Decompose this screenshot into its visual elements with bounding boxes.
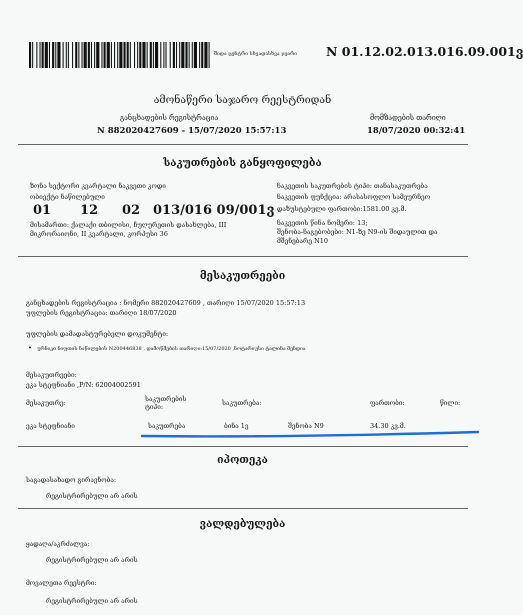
code-quarter: 02 bbox=[122, 203, 141, 218]
barcode-bar bbox=[142, 42, 145, 68]
code-parcel: 013/016 09/001ვ bbox=[153, 203, 275, 218]
barcode-bar bbox=[29, 42, 31, 68]
barcode-bar bbox=[176, 42, 177, 68]
barcode-bar bbox=[72, 42, 73, 68]
barcode-bar bbox=[75, 42, 77, 68]
barcode-bar bbox=[153, 42, 154, 68]
barcode-bar bbox=[114, 42, 115, 68]
barcode-bar bbox=[189, 42, 190, 68]
row-area: 34.30 კვ.მ. bbox=[370, 422, 406, 430]
table-header-property: საკუთრება: bbox=[222, 399, 262, 407]
divider bbox=[18, 508, 468, 509]
divider bbox=[18, 144, 468, 145]
owner-value: ეკა სტეფნიანი ,P/N: 62004002591 bbox=[26, 381, 141, 389]
highlight-underline bbox=[140, 428, 480, 440]
property-address: მისამართი: ქალაქი თბილისი, ჩუღურეთის დასახლება, III მიკრორაიონი, II კვარტალი, კორპუსი 36 bbox=[30, 221, 227, 238]
barcode-bar bbox=[68, 42, 69, 68]
registration-date: უფლების რეგისტრაცია: თარიღი 18/07/2020 bbox=[26, 309, 177, 317]
barcode-bar bbox=[66, 42, 67, 68]
barcode-bar bbox=[130, 42, 131, 68]
barcode-bar bbox=[134, 42, 135, 68]
barcode-bar bbox=[160, 42, 161, 68]
barcode-bar bbox=[147, 42, 148, 68]
barcode-bar bbox=[57, 42, 60, 68]
barcode-bar bbox=[45, 42, 48, 68]
debtor-value: რეგისტრირებული არ არის bbox=[46, 597, 138, 605]
barcode-bar bbox=[96, 42, 99, 68]
barcode-bar bbox=[91, 42, 92, 68]
owners-section-title: მესაკუთრეები bbox=[199, 270, 286, 282]
barcode-bar bbox=[111, 42, 112, 68]
row-building: შენობა N9 bbox=[288, 422, 324, 430]
preparation-label: მომზადების თარიღი bbox=[370, 114, 446, 122]
barcode-bar bbox=[88, 42, 90, 68]
arrest-value: რეგისტრირებული არ არის bbox=[46, 556, 138, 564]
basis-label: უფლების დამადასტურებელი დოკუმენტი: bbox=[26, 330, 169, 338]
zone-labels: ზონა სექტორი კვარტალი ნაკვეთი კოდი bbox=[30, 182, 166, 190]
barcode-bar bbox=[185, 42, 187, 68]
basis-item: ურნიკი ნიფთის ნაწილების N200446838 , დამოწმების თარიღი:15/07/2020 ,ნოტარიუსი ტალინა მენდია bbox=[37, 346, 306, 352]
barcode-bar bbox=[52, 42, 54, 68]
divider bbox=[18, 256, 468, 257]
barcode-bar bbox=[94, 42, 95, 68]
barcode-bar bbox=[201, 42, 203, 68]
barcode-bar bbox=[49, 42, 50, 68]
debtor-label: მოვალეთა რეესტრი: bbox=[26, 579, 97, 587]
barcode-bar bbox=[150, 42, 152, 68]
agency-title: ამონაწერი საჯარო რეესტრიდან bbox=[153, 94, 332, 106]
barcode-bar bbox=[124, 42, 126, 68]
barcode-bar bbox=[119, 42, 122, 68]
row-ownership-type: საკუთრება bbox=[148, 422, 186, 430]
arrest-label: ყადაღა/აკრძალვა: bbox=[26, 540, 90, 548]
table-header-share: წილი: bbox=[440, 399, 461, 407]
preparation-value: 18/07/2020 00:32:41 bbox=[367, 126, 466, 136]
application-label: განცხადების რეგისტრაცია bbox=[120, 114, 219, 122]
mortgage-label: საგადასახადო გირავნობა: bbox=[26, 476, 117, 484]
area-line: დაზუსტებული ფართობი:1581.00 კვ.მ. bbox=[277, 205, 407, 213]
registration-line: განცხადების რეგისტრაცია : ნომერი 882020427609 , თარიღი 15/07/2020 15:57:13 bbox=[26, 299, 306, 307]
barcode-bar bbox=[107, 42, 110, 68]
application-value: N 882020427609 - 15/07/2020 15:57:13 bbox=[97, 126, 287, 136]
owner-label: მესაკუთრეები: bbox=[26, 371, 77, 379]
divider bbox=[18, 446, 468, 447]
code-zone: 01 bbox=[33, 203, 52, 218]
barcode-bar bbox=[137, 42, 138, 68]
barcode-bar bbox=[32, 42, 33, 68]
code-sector: 12 bbox=[80, 203, 99, 218]
barcode-bar bbox=[166, 42, 167, 68]
land-purpose: ნაკვეთის ფუნქცია: არასასოფლო სამეურნეო bbox=[277, 193, 431, 201]
table-header-owner: მესაკუთრე: bbox=[26, 399, 66, 407]
barcode-bar bbox=[192, 42, 193, 68]
barcode-bar bbox=[84, 42, 87, 68]
barcode-bar bbox=[104, 42, 106, 68]
barcode-bar bbox=[36, 42, 37, 68]
barcode-bar bbox=[117, 42, 118, 68]
barcode-bar bbox=[82, 42, 83, 68]
parcel-number: ნაკვეთის წინა ნომერი: 13; bbox=[277, 219, 368, 227]
row-owner: ეკა სტეფნიანი bbox=[26, 422, 75, 430]
barcode-bar bbox=[78, 42, 79, 68]
barcode-bar bbox=[194, 42, 197, 68]
barcode-bar bbox=[204, 42, 207, 68]
mortgage-section-title: იპოთეკა bbox=[217, 454, 268, 466]
barcode-bar bbox=[40, 42, 41, 68]
building-description: შენობა-ნაგებობები: N1-ზე N9-ის შიდაულით და მშენებარე N10 bbox=[277, 228, 438, 245]
barcode-bar bbox=[127, 42, 129, 68]
barcode-bar bbox=[199, 42, 200, 68]
table-header-ownership-type: საკუთრების ტიპი: bbox=[145, 395, 187, 411]
barcode-bar bbox=[55, 42, 56, 68]
mortgage-value: რეგისტრირებული არ არის bbox=[46, 492, 138, 500]
barcode-bar bbox=[181, 42, 184, 68]
highlight-stroke bbox=[142, 432, 478, 436]
barcode-bar bbox=[170, 42, 171, 68]
barcode-image bbox=[29, 42, 209, 68]
barcode-bar bbox=[139, 42, 141, 68]
basis-bullet: • bbox=[28, 344, 32, 352]
barcode-bar bbox=[63, 42, 64, 68]
property-section-title: საკუთრების განყოფილება bbox=[163, 157, 322, 169]
barcode-bar bbox=[101, 42, 102, 68]
barcode-bar bbox=[163, 42, 164, 68]
small-note: შიდა ცენტრი სხვადასხვა ჯვარი bbox=[214, 51, 298, 57]
code-sublabel: ობიექტი ნაწილებული bbox=[30, 193, 105, 201]
barcode-bar bbox=[179, 42, 180, 68]
barcode-bar bbox=[42, 42, 44, 68]
barcode-bar bbox=[209, 42, 210, 68]
liabilities-section-title: ვალდებულება bbox=[199, 518, 286, 530]
land-type: ნაკვეთის საკუთრების ტიპი: თანასაკუთრება bbox=[277, 182, 428, 190]
barcode-bar bbox=[173, 42, 175, 68]
table-header-area: ფართობი: bbox=[370, 399, 405, 407]
registry-number: N 01.12.02.013.016.09.001ვ bbox=[326, 44, 523, 59]
row-property-kind: ბინა 1ვ bbox=[224, 422, 249, 430]
barcode-bar bbox=[155, 42, 158, 68]
